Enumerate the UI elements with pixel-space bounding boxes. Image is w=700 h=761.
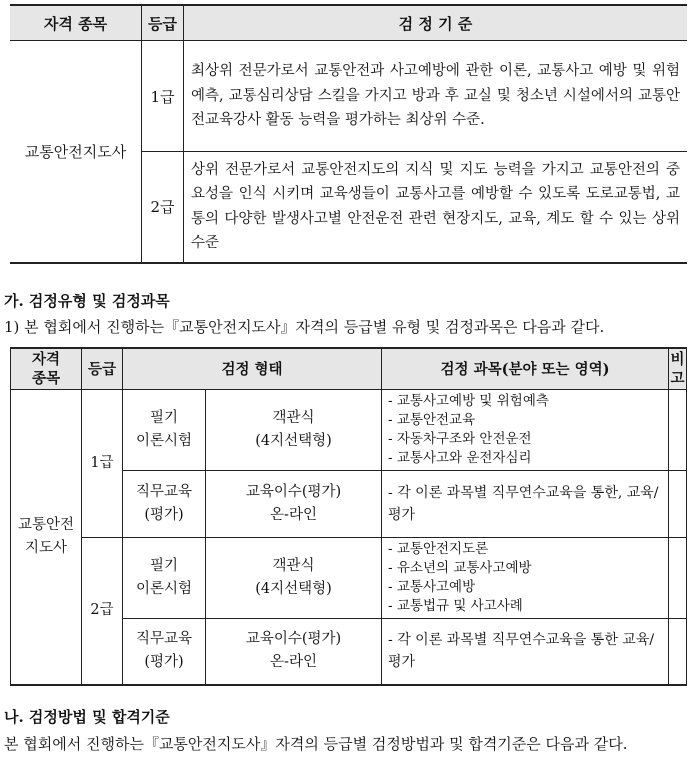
grade-criteria-table	[10, 4, 687, 264]
list-item: - 교통안전교육	[388, 412, 476, 428]
grade-2-completion: 교육이수(평가) 온-라인	[206, 619, 382, 685]
list-item: - 교통사고와 운전자심리	[388, 450, 532, 466]
exam-type-table	[10, 347, 687, 686]
grade-2-note	[669, 538, 687, 619]
category-cell: 교통안전 지도사	[11, 390, 82, 685]
header-note: 비 고	[669, 348, 687, 390]
header-category: 자격 종목	[10, 5, 142, 41]
grade-1-cell: 1급	[82, 390, 123, 538]
grade-1-note	[669, 390, 687, 471]
header-exam-type: 검정 형태	[123, 348, 382, 390]
list-item: - 교통안전지도론	[388, 541, 489, 557]
list-item: - 자동차구조와 안전운전	[388, 431, 532, 447]
grade-2-subjects	[382, 538, 669, 619]
section-ga-text: 1) 본 협회에서 진행하는『교통안전지도사』자격의 등급별 유형 및 검정과목은 다음과 같다.	[4, 318, 605, 336]
grade-1-completion: 교육이수(평가) 온-라인	[206, 471, 382, 538]
grade-1-exam-format: 객관식 (4지선택형)	[206, 390, 382, 471]
header-grade: 등급	[142, 5, 184, 41]
header-subject: 검정 과목(분야 또는 영역)	[382, 348, 669, 390]
list-item: - 교통법규 및 사고사례	[388, 598, 523, 614]
grade-2-job-desc: - 각 이론 과목별 직무연수교육을 통한 교육/평가	[382, 619, 669, 685]
grade-1-cell: 1급	[142, 41, 184, 152]
list-item: - 유소년의 교통사고예방	[388, 560, 532, 576]
grade-2-cell: 2급	[142, 152, 184, 263]
list-item: - 교통사고예방	[388, 579, 476, 595]
header-criteria: 검 정 기 준	[184, 5, 688, 41]
grade-2-exam-format: 객관식 (4지선택형)	[206, 538, 382, 619]
section-ga-title: 가. 검정유형 및 검정과목	[4, 292, 170, 310]
grade-1-description: 최상위 전문가로서 교통안전과 사고예방에 관한 이론, 교통사고 예방 및 위험예측, 교통심리상담 스킬을 가지고 방과 후 교실 및 청소년 시설에서의 교통안전교육강사 활동 능력을 평가하는 최상위 수준.	[184, 41, 688, 152]
grade-2-cell: 2급	[82, 538, 123, 685]
grade-2-exam-type: 필기 이론시험	[123, 538, 206, 619]
grade-1-subjects	[382, 390, 669, 471]
section-na-title: 나. 검정방법 및 합격기준	[4, 708, 170, 726]
header-category: 자격 종목	[11, 348, 82, 390]
header-grade: 등급	[82, 348, 123, 390]
list-item: - 교통사고예방 및 위험예측	[388, 393, 549, 409]
grade-1-job-type: 직무교육 (평가)	[123, 471, 206, 538]
grade-1-job-note	[669, 471, 687, 538]
grade-1-exam-type: 필기 이론시험	[123, 390, 206, 471]
grade-1-job-desc: - 각 이론 과목별 직무연수교육을 통한, 교육/평가	[382, 471, 669, 538]
grade-2-description: 상위 전문가로서 교통안전지도의 지식 및 지도 능력을 가지고 교통안전의 중요성을 인식 시키며 교육생들이 교통사고를 예방할 수 있도록 도로교통법, 교통의 다양한 발생사고별 안전운전 관련 현장지도, 교육, 계도 할 수 있는 상위 수준	[184, 152, 688, 263]
section-na-text: 본 협회에서 진행하는『교통안전지도사』자격의 등급별 검정방법과 및 합격기준은 다음과 같다.	[4, 735, 628, 753]
grade-2-job-type: 직무교육 (평가)	[123, 619, 206, 685]
grade-2-job-note	[669, 619, 687, 685]
category-cell: 교통안전지도사	[10, 41, 142, 263]
